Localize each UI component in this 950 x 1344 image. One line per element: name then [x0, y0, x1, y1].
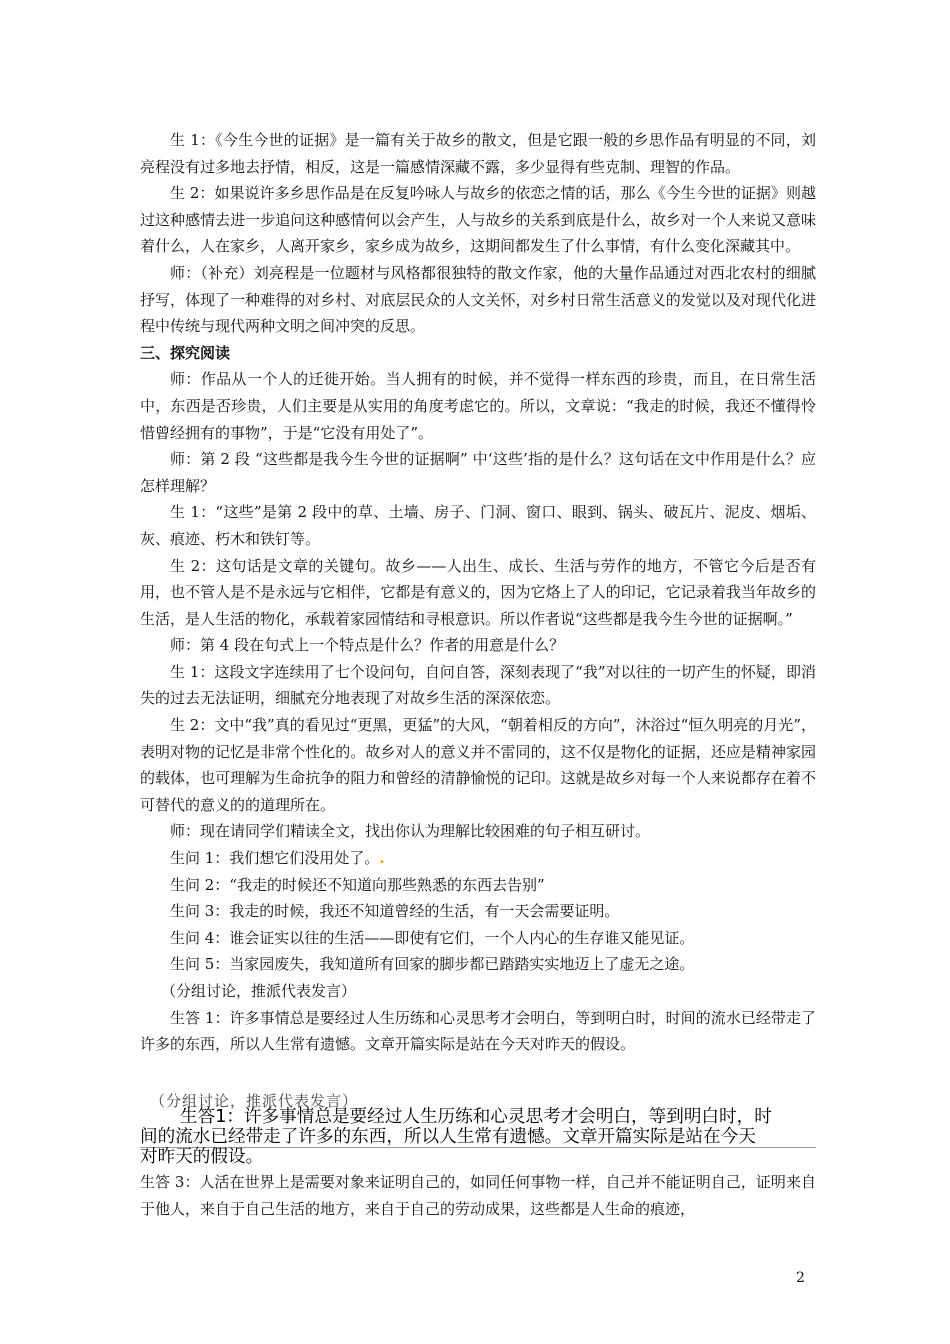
paragraph-teacher-supplement: 师：（补充）刘亮程是一位题材与风格都很独特的散文作家，他的大量作品通过对西北农村的细腻抒写，体现了一种难得的对乡村、对底层民众的人文关怀，对乡村日常生活意义的发觉以及对现代化进程中传统与现代两种文明之间冲突的反思。 — [140, 263, 816, 336]
question-3: 生问 3：我走的时候，我还不知道曾经的生活，有一天会需要证明。 — [170, 902, 620, 921]
continued-text — [140, 1169, 816, 1222]
question-5: 生问 5：当家园废失，我知道所有回家的脚步都已踏踏实实地迈上了虚无之途。 — [170, 955, 695, 974]
paragraph-student-answer-2: 生 2：这句话是文章的关键句。故乡——人出生、成长、生活与劳作的地方，不管它今后是否有用，也不管人是不是永远与它相伴，它都是有意义的，因为它烙上了人的印记，它记录着我当年故乡的生活，是人生活的物化，承载着家园情结和寻根意识。所以作者说“这些都是我今生今世的证据啊。” — [140, 556, 816, 628]
highlight-dot: . — [379, 849, 385, 868]
section-heading: 三、探究阅读 — [140, 343, 231, 362]
main-text — [140, 127, 816, 1058]
pasted-answer-line-2: 间的流水已经带走了许多的东西，所以人生常有遗憾。文章开篇实际是站在今天 — [140, 1127, 756, 1147]
paragraph-student-answer-3: 生 1：这段文字连续用了七个设问句，自问自答，深刻表现了“我”对以往的一切产生的怀疑，即消失的过去无法证明，细腻充分地表现了对故乡生活的深深依恋。 — [140, 662, 816, 708]
paragraph-teacher-instruction: 师：现在请同学们精读全文，找出你认为理解比较困难的句子相互研讨。 — [170, 822, 651, 841]
question-1-text: 生问 1：我们想它们没用处了。 — [170, 849, 380, 868]
pasted-answer-line-1: 生答1：许多事情总是要经过人生历练和心灵思考才会明白，等到明白时，时 — [180, 1107, 772, 1127]
question-1 — [140, 845, 816, 872]
paragraph-teacher-question-4: 师：第 4 段在句式上一个特点是什么？作者的用意是什么？ — [170, 636, 565, 655]
pasted-answer-line-3: 对昨天的假设。 — [140, 1147, 264, 1167]
paragraph-student-answer-4: 生 2：文中“我”真的看见过“更黑，更猛”的大风，“朝着相反的方向”，沐浴过“恒久明亮的月光”，表明对物的记忆是非常个性化的。故乡对人的意义并不雷同的，这不仅是物化的证据，还应是精神家园的载体，也可理解为生命抗争的阻力和曾经的清静愉悦的记印。这就是故乡对每一个人来说都存在着不可替代的意义的的道理所在。 — [140, 716, 816, 814]
page-number: 2 — [796, 1270, 805, 1286]
paragraph-student-1: 生 1：《今生今世的证据》是一篇有关于故乡的散文，但是它跟一般的乡思作品有明显的不同，刘亮程没有过多地去抒情，相反，这是一篇感情深藏不露，多少显得有些克制、理智的作品。 — [140, 131, 816, 176]
answer-1: 生答 1：许多事情总是要经过人生历练和心灵思考才会明白，等到明白时，时间的流水已经带走了许多的东西，所以人生常有遗憾。文章开篇实际是站在今天对昨天的假设。 — [140, 1008, 816, 1054]
answer-3: 生答 3：人活在世界上是需要对象来证明自己的，如同任何事物一样，自己并不能证明自己，证明来自于他人，来自于自己生活的地方，来自于自己的劳动成果，这些都是人生命的痕迹， — [140, 1173, 816, 1218]
paragraph-student-answer-1: 生 1：“这些”是第 2 段中的草、土墙、房子、门洞、窗口、眼到、锅头、破瓦片、泥皮、烟垢、灰、痕迹、朽木和铁钉等。 — [140, 503, 816, 548]
pasted-cut-text: （分组讨论，推派代表发言） — [150, 1092, 359, 1110]
paragraph-teacher-intro: 师：作品从一个人的迁徙开始。当人拥有的时候，并不觉得一样东西的珍贵，而且，在日常生活中，东西是否珍贵，人们主要是从实用的角度考虑它的。所以，文章说：“我走的时候，我还不懂得怜惜曾经拥有的事物”，于是“它没有用处了”。 — [140, 370, 816, 442]
pasted-answer-text — [140, 1107, 816, 1167]
paragraph-student-2: 生 2：如果说许多乡思作品是在反复吟咏人与故乡的依恋之情的话，那么《今生今世的证据》则越过这种感情去进一步追问这种感情何以会产生，人与故乡的关系到底是什么，故乡对一个人来说又意味着什么，人在家乡，人离开家乡，家乡成为故乡，这期间都发生了什么事情，有什么变化深藏其中。 — [140, 184, 816, 256]
paragraph-teacher-question-2: 师：第 2 段 “这些都是我今生今世的证据啊” 中‘这些’指的是什么？这句话在文中作用是什么？应怎样理解？ — [140, 450, 816, 495]
question-2: 生问 2：“我走的时候还不知道向那些熟悉的东西去告别” — [170, 875, 545, 894]
discussion-note: （分组讨论，推派代表发言） — [161, 982, 357, 1000]
question-4: 生问 4：谁会证实以往的生活——即使有它们，一个人内心的生存谁又能见证。 — [170, 928, 695, 947]
